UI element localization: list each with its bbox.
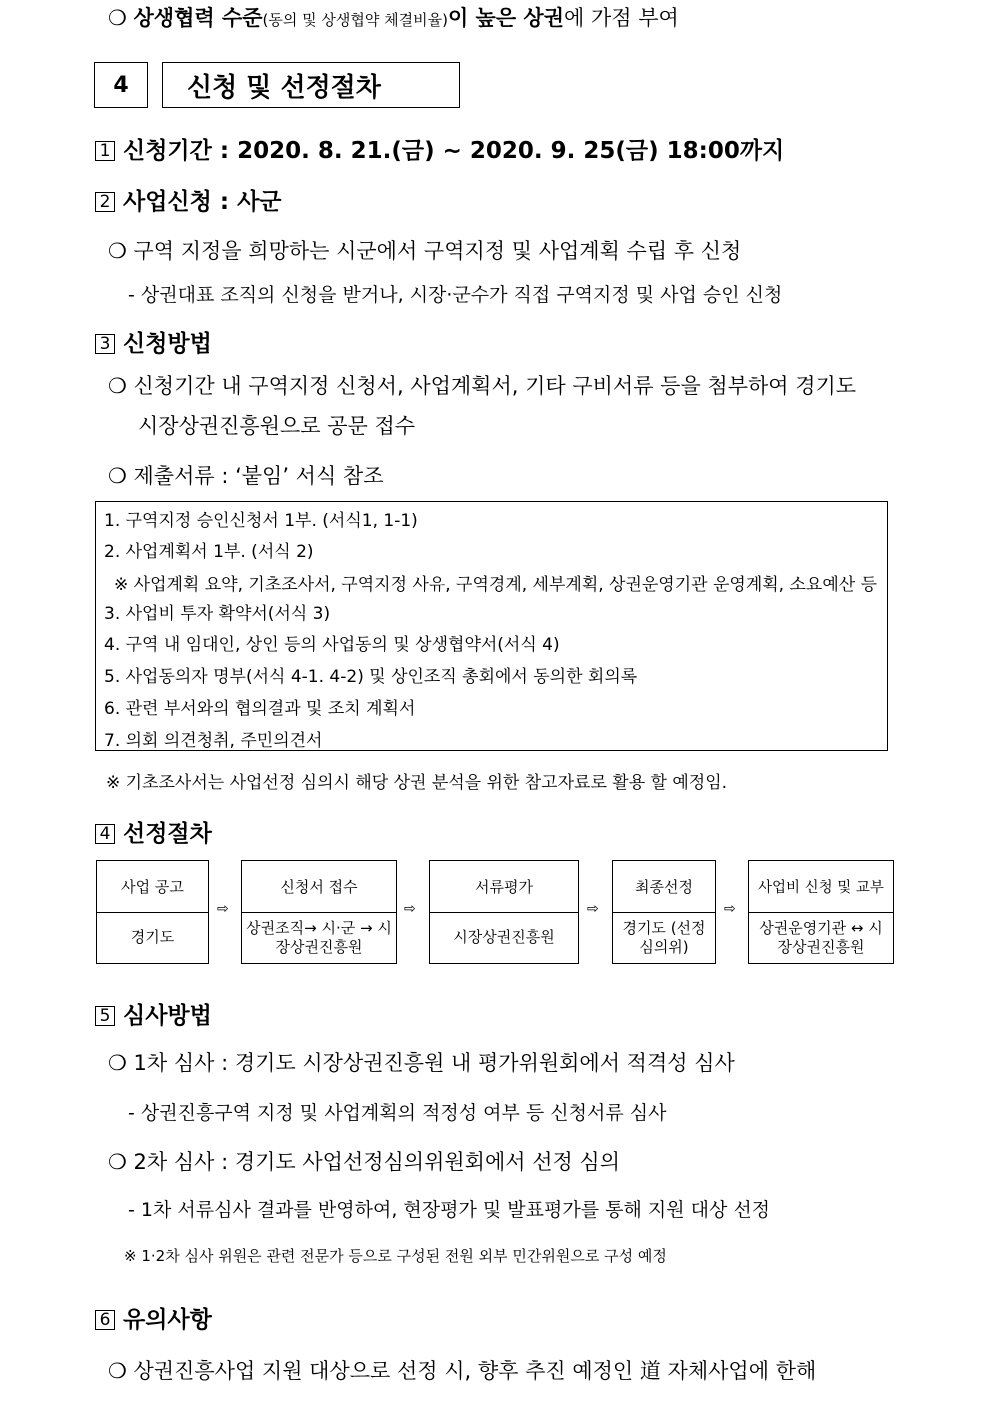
- document-item: 3. 사업비 투자 확약서(서식 3): [104, 604, 331, 624]
- flow-step: [429, 860, 579, 964]
- flow-step-title: 신청서 접수: [242, 861, 396, 913]
- flow-step: [96, 860, 209, 964]
- subsection-3-heading: [95, 325, 212, 358]
- document-item: 6. 관련 부서와의 협의결과 및 조치 계획서: [104, 699, 416, 719]
- document-item: 1. 구역지정 승인신청서 1부. (서식1, 1-1): [104, 511, 418, 531]
- flow-step: [612, 860, 716, 964]
- bullet: ❍: [108, 1359, 127, 1383]
- bullet: ❍: [108, 1051, 127, 1075]
- flow-step-title: 사업 공고: [97, 861, 208, 913]
- subsection-3-note: ※ 기초조사서는 사업선정 심의시 해당 상권 분석을 위한 참고자료로 활용 할 예정임.: [106, 773, 728, 793]
- document-item: 5. 사업동의자 명부(서식 4-1. 4-2) 및 상인조직 총회에서 동의한 회의록: [104, 667, 638, 687]
- document-item: 2. 사업계획서 1부. (서식 2): [104, 542, 314, 562]
- subsection-5-note: ※ 1·2차 심사 위원은 관련 전문가 등으로 구성된 전원 외부 민간위원으로 구성 예정: [124, 1247, 667, 1265]
- subsection-5-bullet-1: [108, 1047, 735, 1077]
- flow-step-actor: 경기도: [130, 928, 175, 946]
- top-line: [108, 2, 679, 32]
- subsection-1-title: 신청기간 : 2020. 8. 21.(금) ~ 2020. 9. 25(금) 18:00까지: [123, 138, 785, 164]
- subsection-5-title: 심사방법: [123, 1003, 212, 1029]
- subsection-6-bullet-1: [108, 1355, 816, 1385]
- subsection-number: 2: [95, 192, 115, 212]
- subsection-2-title: 사업신청 : 사군: [123, 189, 282, 215]
- flow-step-title: 사업비 신청 및 교부: [749, 861, 893, 913]
- flow-step: [748, 860, 894, 964]
- subsection-6-heading: [95, 1301, 212, 1334]
- subsection-5-bullet-2: [108, 1146, 620, 1176]
- document-note: ※ 사업계획 요약, 기초조사서, 구역지정 사유, 구역경계, 세부계획, 상권운영기관 운영계획, 소요예산 등: [114, 575, 877, 595]
- subsection-5-bullet-2-text: 2차 심사 : 경기도 사업선정심의위원회에서 선정 심의: [133, 1150, 621, 1174]
- flow-step-actor: 상권조직→ 시·군 → 시장상권진흥원: [246, 918, 392, 956]
- document-item: 4. 구역 내 임대인, 상인 등의 사업동의 및 상생협약서(서식 4): [104, 635, 560, 655]
- flow-arrow-icon: ⇨: [587, 901, 599, 917]
- subsection-2-bullet-text: 구역 지정을 희망하는 시군에서 구역지정 및 사업계획 수립 후 신청: [133, 239, 742, 263]
- subsection-2-bullet: [108, 235, 741, 265]
- subsection-2-dash: - 상권대표 조직의 신청을 받거나, 시장·군수가 직접 구역지정 및 사업 승인 신청: [128, 284, 783, 306]
- bullet: ❍: [108, 374, 127, 398]
- subsection-1-heading: [95, 132, 784, 165]
- section-title: 신청 및 선정절차: [162, 62, 460, 108]
- subsection-3-bullet-2: [108, 460, 384, 490]
- flow-step: [241, 860, 397, 964]
- bullet: ❍: [108, 239, 127, 263]
- flow-step-actor: 경기도 (선정심의위): [622, 918, 706, 956]
- flow-arrow-icon: ⇨: [724, 901, 736, 917]
- flow-step-actor: 시장상권진흥원: [453, 928, 555, 946]
- bullet: ❍: [108, 1150, 127, 1174]
- top-line-bold-2: 이 높은 상권: [447, 6, 565, 30]
- flow-step-title: 서류평가: [430, 861, 578, 913]
- top-line-bold-1: 상생협력 수준: [133, 6, 263, 30]
- subsection-2-heading: [95, 183, 282, 216]
- subsection-3-bullet-1-line-2: 시장상권진흥원으로 공문 접수: [138, 414, 416, 438]
- subsection-5-heading: [95, 997, 212, 1030]
- subsection-5-dash-1: - 상권진흥구역 지정 및 사업계획의 적정성 여부 등 신청서류 심사: [128, 1102, 667, 1124]
- flow-step-actor: 상권운영기관 ↔ 시장상권진흥원: [759, 918, 883, 956]
- section-number: 4: [94, 62, 148, 108]
- subsection-5-bullet-1-text: 1차 심사 : 경기도 시장상권진흥원 내 평가위원회에서 적격성 심사: [133, 1051, 735, 1075]
- subsection-number: 4: [95, 824, 115, 844]
- document-item: 7. 의회 의견청취, 주민의견서: [104, 731, 323, 751]
- flow-step-title: 최종선정: [613, 861, 715, 913]
- subsection-number: 3: [95, 334, 115, 354]
- subsection-number: 6: [95, 1310, 115, 1330]
- top-line-rest: 에 가점 부여: [564, 6, 679, 30]
- subsection-3-title: 신청방법: [123, 331, 212, 357]
- subsection-number: 5: [95, 1006, 115, 1026]
- subsection-number: 1: [95, 141, 115, 161]
- bullet: ❍: [108, 464, 127, 488]
- subsection-3-bullet-2-text: 제출서류 : ‘붙임’ 서식 참조: [133, 464, 384, 488]
- subsection-4-heading: [95, 815, 212, 848]
- subsection-3-bullet-1-line-1: 신청기간 내 구역지정 신청서, 사업계획서, 기타 구비서류 등을 첨부하여 경기도: [133, 374, 857, 398]
- bullet: ❍: [108, 6, 127, 30]
- subsection-5-dash-2: - 1차 서류심사 결과를 반영하여, 현장평가 및 발표평가를 통해 지원 대상 선정: [128, 1199, 771, 1221]
- subsection-4-title: 선정절차: [123, 821, 212, 847]
- subsection-6-title: 유의사항: [123, 1307, 212, 1333]
- flow-arrow-icon: ⇨: [404, 901, 416, 917]
- required-documents-box: [95, 501, 888, 751]
- flow-arrow-icon: ⇨: [217, 901, 229, 917]
- subsection-3-bullet-1: [108, 370, 856, 400]
- top-line-small: (동의 및 상생협약 체결비율): [262, 11, 448, 29]
- subsection-6-bullet-1-text: 상권진흥사업 지원 대상으로 선정 시, 향후 추진 예정인 道 자체사업에 한해: [133, 1359, 817, 1383]
